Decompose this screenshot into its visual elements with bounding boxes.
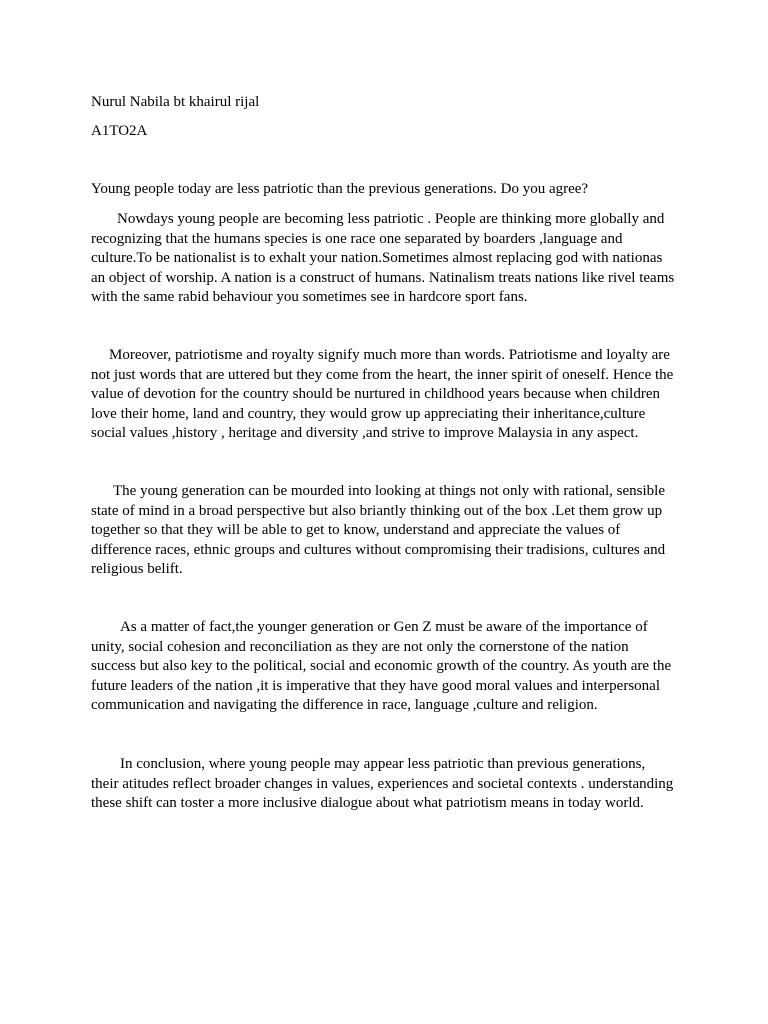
paragraph-line: communication and navigating the difference in race, language ,culture and religion. <box>91 697 598 713</box>
paragraph-5 <box>91 755 683 814</box>
paragraph-line: together so that they will be able to get to know, understand and appreciate the values of <box>91 522 621 538</box>
paragraph-line: As a matter of fact,the younger generation or Gen Z must be aware of the importance of <box>120 619 648 635</box>
paragraph-4 <box>91 618 683 716</box>
paragraph-line: these shift can toster a more inclusive dialogue about what patriotism means in today world. <box>91 795 644 811</box>
paragraph-line: social values ,history , heritage and diversity ,and strive to improve Malaysia in any aspect. <box>91 425 639 441</box>
paragraph-1 <box>91 210 683 308</box>
paragraph-line: an object of worship. A nation is a construct of humans. Natinalism treats nations like rivel teams <box>91 269 675 286</box>
paragraph-line: with the same rabid behaviour you sometimes see in hardcore sport fans. <box>91 289 528 305</box>
paragraph-line: value of devotion for the country should be nurtured in childhood years because when children <box>91 386 660 402</box>
author-name: Nurul Nabila bt khairul rijal <box>91 94 260 110</box>
paragraph-line: not just words that are uttered but they come from the heart, the inner spirit of oneself. Hence the <box>91 366 674 383</box>
class-code: A1TO2A <box>91 123 148 139</box>
paragraph-line: recognizing that the humans species is one race one separated by boarders ,language and <box>91 230 623 247</box>
paragraph-line: their atitudes reflect broader changes in values, experiences and societal contexts . understanding <box>91 775 674 792</box>
paragraph-line: The young generation can be mourded into looking at things not only with rational, sensible <box>113 483 665 499</box>
paragraph-line: love their home, land and country, they would grow up appreciating their inheritance,culture <box>91 405 646 422</box>
paragraph-line: success but also key to the political, social and economic growth of the country. As youth are the <box>91 658 672 674</box>
paragraph-2 <box>91 346 683 444</box>
paragraph-line: culture.To be nationalist is to exhalt your nation.Sometimes almost replacing god with nationas <box>91 250 663 266</box>
paragraph-line: state of mind in a broad perspective but also briantly thinking out of the box .Let them grow up <box>91 502 663 519</box>
paragraph-line: future leaders of the nation ,it is imperative that they have good moral values and interpersonal <box>91 677 660 694</box>
paragraph-line: Nowdays young people are becoming less patriotic . People are thinking more globally and <box>117 211 665 227</box>
essay-question: Young people today are less patriotic than the previous generations. Do you agree? <box>91 181 589 197</box>
paragraph-3 <box>91 482 683 580</box>
paragraph-line: difference races, ethnic groups and cultures without compromising their tradisions, cultures and <box>91 541 666 558</box>
paragraph-line: unity, social cohesion and reconciliation as they are not only the cornerstone of the nation <box>91 638 629 655</box>
paragraph-line: religious belift. <box>91 561 183 577</box>
paragraph-line: In conclusion, where young people may appear less patriotic than previous generations, <box>120 756 646 772</box>
paragraph-line: Moreover, patriotisme and royalty signify much more than words. Patriotisme and loyalty are <box>109 347 670 363</box>
